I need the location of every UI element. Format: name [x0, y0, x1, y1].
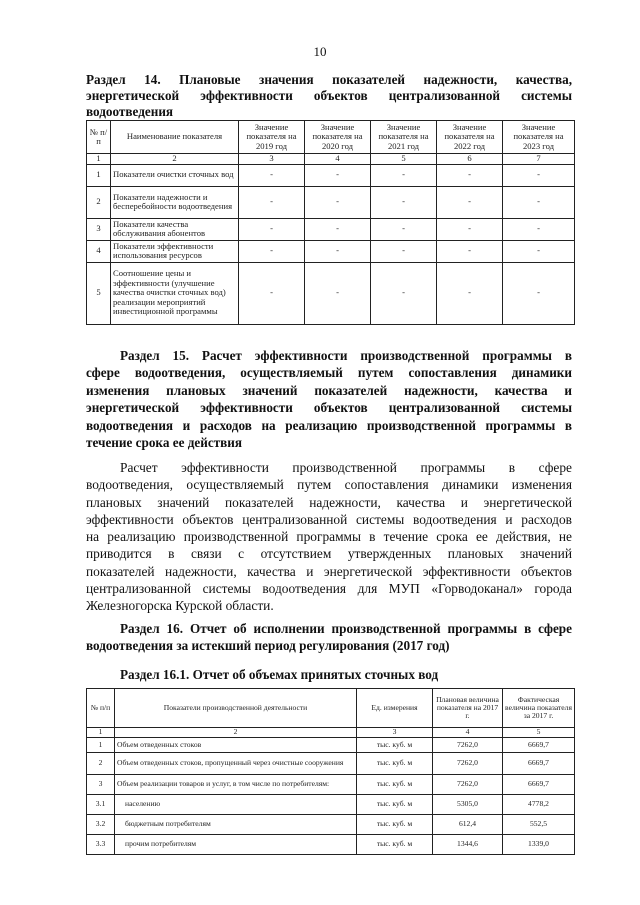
plan-value: 612,4: [433, 815, 503, 835]
fact-value: 552,5: [503, 815, 575, 835]
value-cell: -: [239, 186, 305, 218]
value-cell: -: [305, 240, 371, 262]
title-line: водоотведения и расходов на реализацию производственной программы в: [86, 417, 572, 433]
column-number: 2: [115, 728, 357, 738]
section-14-title: [86, 72, 572, 120]
table-header-row: [87, 121, 575, 154]
paragraph-line: централизованной системы водоотведения для МУП «Горводоканал» города: [86, 581, 572, 597]
table-row: [87, 753, 575, 775]
indicator-name: Объем отведенных стоков: [115, 738, 357, 753]
fact-value: 6669,7: [503, 775, 575, 795]
row-number: 3.1: [87, 795, 115, 815]
indicator-name: Объем реализации товаров и услуг, в том числе по потребителям:: [115, 775, 357, 795]
header-cell: № п/п: [87, 689, 115, 728]
plan-value: 7262,0: [433, 753, 503, 775]
table-row: [87, 240, 575, 262]
row-number: 5: [87, 262, 111, 324]
paragraph-line: Железногорска Курской области.: [86, 598, 274, 614]
paragraph-line: приводится в связи с отсутствием утвержденных плановых значений: [86, 546, 572, 562]
value-cell: -: [239, 164, 305, 186]
column-number: 2: [111, 154, 239, 165]
fact-value: 4778,2: [503, 795, 575, 815]
title-line: сфере водоотведения, осуществляемый путем сопоставления динамики: [86, 365, 572, 381]
value-cell: -: [371, 262, 437, 324]
paragraph-line: Расчет эффективности производственной программы в сфере: [120, 460, 572, 475]
header-cell: № п/п: [87, 121, 111, 154]
header-cell: Значение показателя на 2019 год: [239, 121, 305, 154]
column-number: 5: [503, 728, 575, 738]
column-number: 3: [357, 728, 433, 738]
value-cell: -: [239, 262, 305, 324]
column-number: 6: [437, 154, 503, 165]
plan-value: 5305,0: [433, 795, 503, 815]
table-row: [87, 815, 575, 835]
section-16-table: [86, 688, 575, 855]
value-cell: -: [437, 186, 503, 218]
value-cell: -: [305, 262, 371, 324]
column-number: 3: [239, 154, 305, 165]
paragraph-line: эффективности объектов централизованной системы водоотведения и расходов: [86, 511, 572, 527]
row-number: 2: [87, 753, 115, 775]
row-number: 3: [87, 775, 115, 795]
value-cell: -: [305, 218, 371, 240]
fact-value: 6669,7: [503, 738, 575, 753]
row-number: 3.3: [87, 835, 115, 855]
indicator-name: Объем отведенных стоков, пропущенный через очистные сооружения: [115, 753, 357, 775]
row-number: 3: [87, 218, 111, 240]
section-15-title: [86, 347, 572, 451]
header-cell: Значение показателя на 2022 год: [437, 121, 503, 154]
unit-cell: тыс. куб. м: [357, 815, 433, 835]
title-line: изменения плановых значений показателей надежности, качества и: [86, 382, 572, 398]
value-cell: -: [503, 240, 575, 262]
header-cell: Значение показателя на 2023 год: [503, 121, 575, 154]
column-number-row: [87, 154, 575, 165]
value-cell: -: [503, 262, 575, 324]
column-number: 1: [87, 728, 115, 738]
subtitle-text: Раздел 16.1. Отчет об объемах принятых сточных вод: [120, 667, 439, 682]
plan-value: 7262,0: [433, 738, 503, 753]
value-cell: -: [239, 218, 305, 240]
table-row: [87, 262, 575, 324]
paragraph-line: плановых значений показателей надежности, качества и энергетической: [86, 494, 572, 510]
value-cell: -: [503, 164, 575, 186]
title-line: энергетической эффективности объектов централизованной системы: [86, 88, 572, 103]
value-cell: -: [371, 186, 437, 218]
indicator-name: Соотношение цены и эффективности (улучшение качества очистки сточных вод) реализации мероприятий инвестиционной программы: [111, 262, 239, 324]
indicator-name: Показатели эффективности использования ресурсов: [111, 240, 239, 262]
title-line: энергетической эффективности объектов централизованной системы: [86, 400, 572, 416]
value-cell: -: [239, 240, 305, 262]
title-line: водоотведения за истекший период регулирования (2017 год): [86, 638, 450, 654]
fact-value: 1339,0: [503, 835, 575, 855]
header-cell: Фактическая величина показателя за 2017 г.: [503, 689, 575, 728]
table-row: [87, 795, 575, 815]
column-number: 7: [503, 154, 575, 165]
value-cell: -: [437, 218, 503, 240]
table-row: [87, 775, 575, 795]
column-number: 4: [305, 154, 371, 165]
header-cell: Ед. измерения: [357, 689, 433, 728]
header-cell: Плановая величина показателя на 2017 г.: [433, 689, 503, 728]
paragraph-line: показателей надежности, качества и энергетической эффективности объектов: [86, 563, 572, 579]
value-cell: -: [371, 218, 437, 240]
table-row: [87, 738, 575, 753]
row-number: 3.2: [87, 815, 115, 835]
paragraph-line: на реализацию производственной программы в течение срока ее действия, не: [86, 529, 572, 545]
unit-cell: тыс. куб. м: [357, 738, 433, 753]
table-row: [87, 218, 575, 240]
value-cell: -: [437, 164, 503, 186]
indicator-name: Показатели надежности и бесперебойности водоотведения: [111, 186, 239, 218]
table-header-row: [87, 689, 575, 728]
value-cell: -: [437, 262, 503, 324]
indicator-name: прочим потребителям: [115, 835, 357, 855]
value-cell: -: [371, 240, 437, 262]
value-cell: -: [371, 164, 437, 186]
header-cell: Значение показателя на 2020 год: [305, 121, 371, 154]
header-cell: Значение показателя на 2021 год: [371, 121, 437, 154]
column-number: 5: [371, 154, 437, 165]
column-number: 4: [433, 728, 503, 738]
row-number: 2: [87, 186, 111, 218]
paragraph-line: водоотведения, осуществляемый путем сопоставления динамики изменения: [86, 477, 572, 493]
section-14-table: [86, 120, 575, 325]
title-line: водоотведения: [86, 104, 174, 119]
value-cell: -: [503, 218, 575, 240]
indicator-name: Показатели качества обслуживания абонентов: [111, 218, 239, 240]
title-line: Раздел 15. Расчет эффективности производственной программы в: [120, 348, 572, 363]
table-row: [87, 835, 575, 855]
unit-cell: тыс. куб. м: [357, 775, 433, 795]
plan-value: 1344,6: [433, 835, 503, 855]
section-16-1-title: [120, 667, 540, 683]
value-cell: -: [305, 164, 371, 186]
indicator-name: Показатели очистки сточных вод: [111, 164, 239, 186]
page-number: 10: [313, 44, 327, 59]
table-row: [87, 186, 575, 218]
title-line: течение срока ее действия: [86, 435, 243, 451]
indicator-name: населению: [115, 795, 357, 815]
unit-cell: тыс. куб. м: [357, 795, 433, 815]
plan-value: 7262,0: [433, 775, 503, 795]
value-cell: -: [305, 186, 371, 218]
title-line: Раздел 16. Отчет об исполнении производственной программы в сфере: [120, 621, 572, 636]
row-number: 1: [87, 164, 111, 186]
value-cell: -: [437, 240, 503, 262]
header-cell: Наименование показателя: [111, 121, 239, 154]
section-15-paragraph: [86, 459, 572, 615]
column-number: 1: [87, 154, 111, 165]
unit-cell: тыс. куб. м: [357, 835, 433, 855]
section-16-title: [86, 620, 572, 655]
unit-cell: тыс. куб. м: [357, 753, 433, 775]
title-line: Раздел 14. Плановые значения показателей надежности, качества,: [86, 72, 572, 87]
row-number: 1: [87, 738, 115, 753]
header-cell: Показатели производственной деятельности: [115, 689, 357, 728]
fact-value: 6669,7: [503, 753, 575, 775]
indicator-name: бюджетным потребителям: [115, 815, 357, 835]
row-number: 4: [87, 240, 111, 262]
table-row: [87, 164, 575, 186]
value-cell: -: [503, 186, 575, 218]
column-number-row: [87, 728, 575, 738]
